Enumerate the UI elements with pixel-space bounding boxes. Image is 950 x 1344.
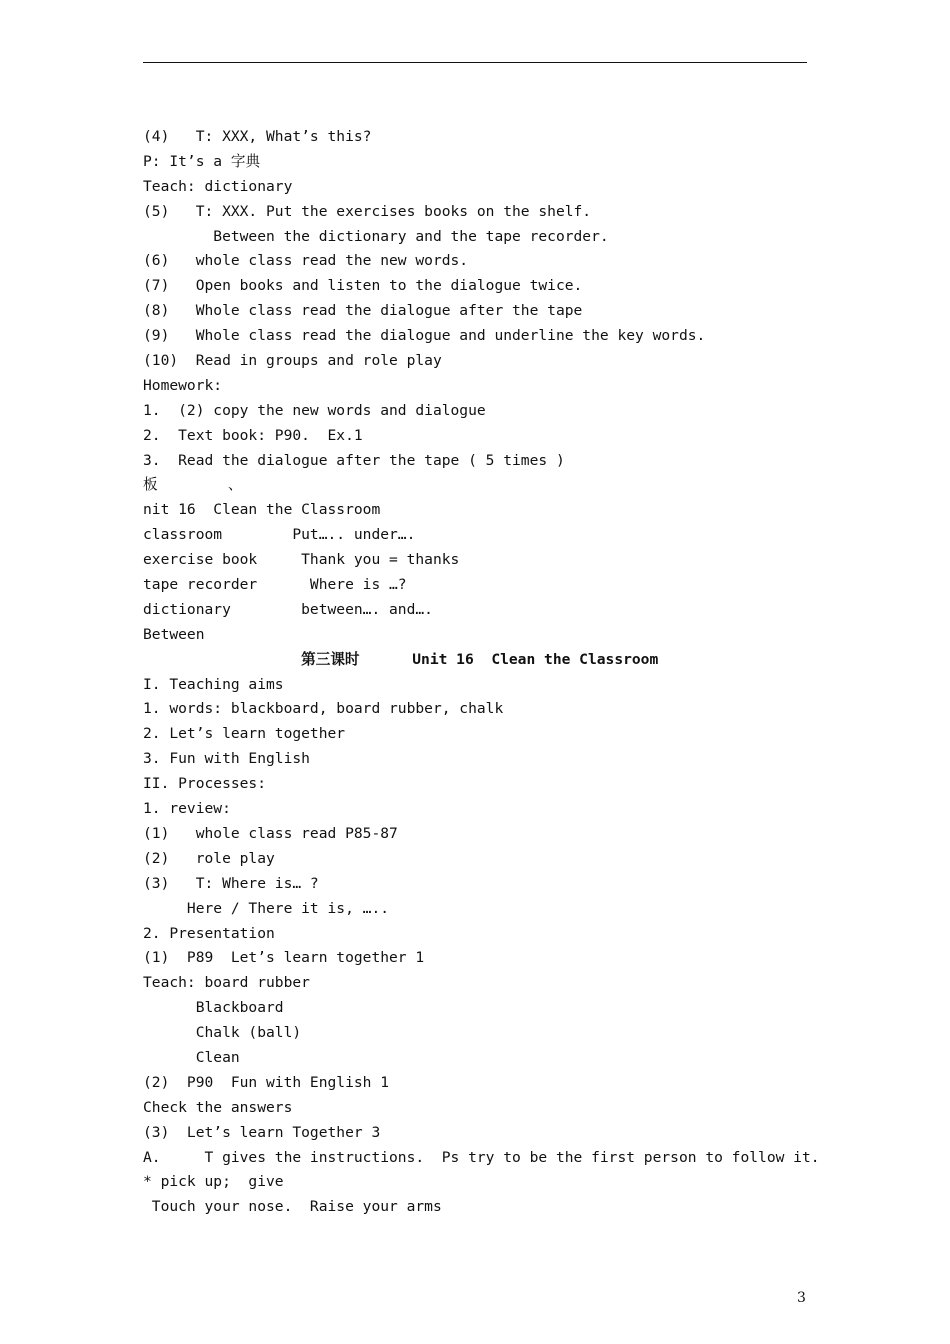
text-line: * pick up; give [143, 1173, 284, 1191]
text-line: dictionary between…. and…. [143, 600, 433, 618]
text-line: Teach: dictionary [143, 177, 293, 195]
text-line: (2) P90 Fun with English 1 [143, 1073, 390, 1091]
text-line: (9) Whole class read the dialogue and underline the key words. [143, 327, 706, 345]
text-line: 3. Read the dialogue after the tape ( 5 times ) [143, 451, 565, 469]
text-line: A. T gives the instructions. Ps try to be the first person to follow it. [143, 1148, 820, 1166]
text-line: (7) Open books and listen to the dialogue twice. [143, 277, 583, 295]
text-line: (6) whole class read the new words. [143, 252, 469, 270]
text-line: Clean [143, 1048, 240, 1066]
section-heading: 第三课时 Unit 16 Clean the Classroom [143, 650, 659, 668]
text-line: (1) P89 Let’s learn together 1 [143, 949, 425, 967]
text-line: Teach: board rubber [143, 974, 310, 992]
text-line: (3) Let’s learn Together 3 [143, 1123, 381, 1141]
text-line: (4) T: XXX, What’s this? [143, 128, 372, 145]
text-line: Between the dictionary and the tape recorder. [143, 227, 609, 245]
text-line: 2. Text book: P90. Ex.1 [143, 426, 363, 444]
header-rule [143, 62, 807, 63]
text-line: (10) Read in groups and role play [143, 352, 442, 370]
text-line: I. Teaching aims [143, 675, 284, 693]
text-line: (1) whole class read P85-87 [143, 824, 398, 842]
text-line: (3) T: Where is… ? [143, 874, 319, 892]
text-line: (2) role play [143, 849, 275, 867]
text-line: Homework: [143, 376, 223, 394]
text-line: Blackboard [143, 999, 284, 1017]
text-line: 2. Let’s learn together [143, 725, 346, 743]
text-line: 2. Presentation [143, 924, 275, 942]
text-line: Check the answers [143, 1098, 293, 1116]
text-line: 3. Fun with English [143, 750, 310, 768]
text-line: 1. review: [143, 800, 231, 818]
text-line: Chalk (ball) [143, 1024, 302, 1042]
text-line: Touch your nose. Raise your arms [143, 1198, 442, 1216]
document-body [143, 125, 823, 1220]
page-number: 3 [797, 1290, 806, 1306]
text-line: nit 16 Clean the Classroom [143, 501, 381, 519]
text-line: 板 、 [143, 476, 243, 494]
text-line: 1. (2) copy the new words and dialogue [143, 401, 486, 419]
text-line: (5) T: XXX. Put the exercises books on the shelf. [143, 202, 592, 220]
text-line: (8) Whole class read the dialogue after the tape [143, 302, 583, 320]
text-line: Here / There it is, ….. [143, 899, 390, 917]
text-line: 1. words: blackboard, board rubber, chalk [143, 700, 504, 718]
text-line: exercise book Thank you = thanks [143, 551, 460, 569]
text-line: Between [143, 625, 205, 643]
text-line: classroom Put….. under…. [143, 526, 416, 544]
text-line: II. Processes: [143, 775, 267, 793]
text-line: tape recorder Where is …? [143, 576, 407, 594]
text-line: P: It’s a 字典 [143, 152, 261, 170]
